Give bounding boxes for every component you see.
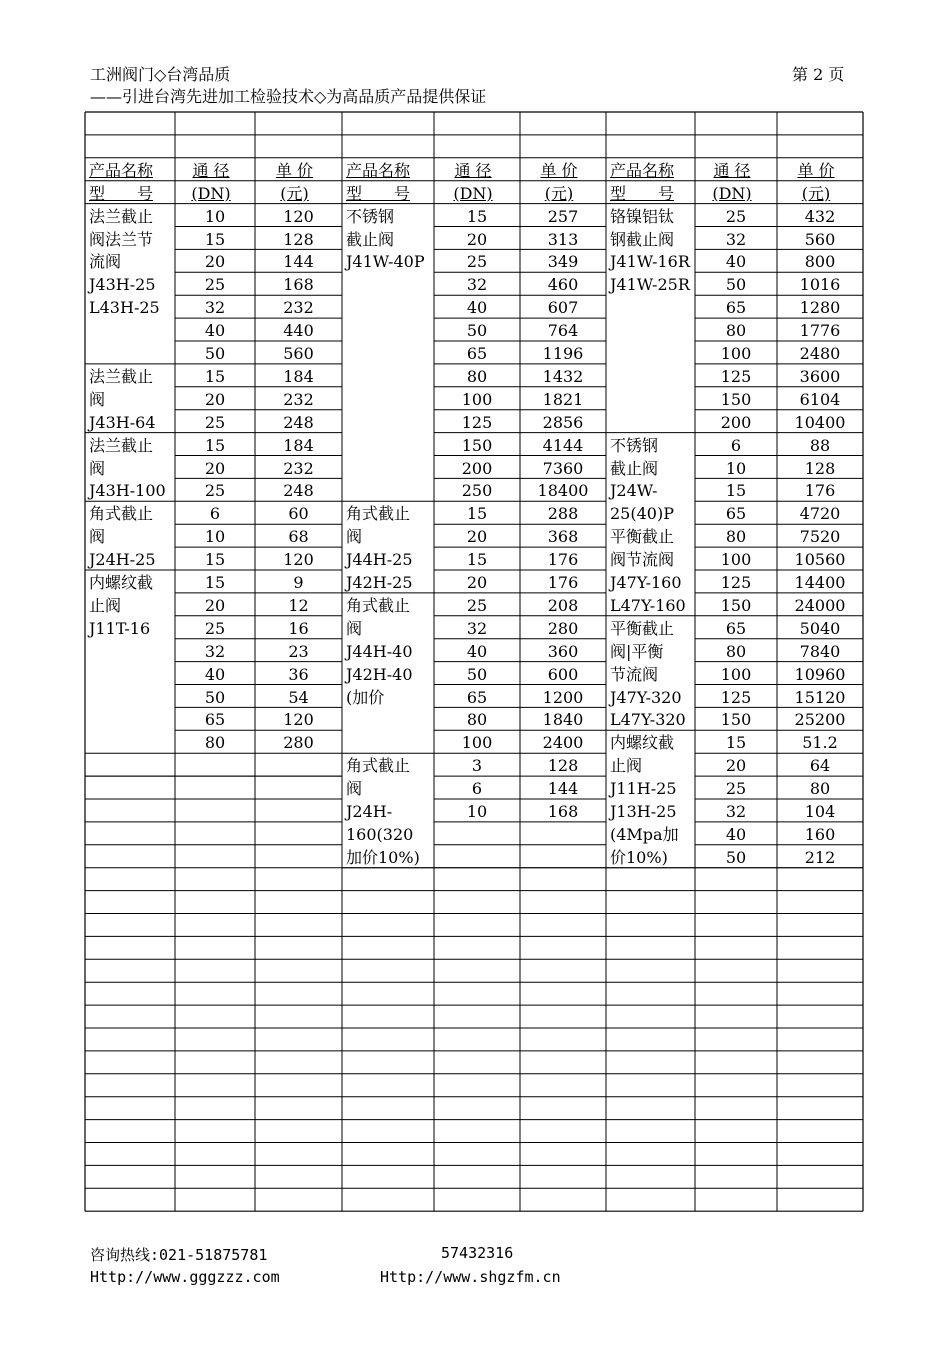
product-name-line: 平衡截止 bbox=[610, 527, 675, 547]
dn-value: 100 bbox=[461, 389, 493, 409]
product-name-line: J43H-25 bbox=[89, 275, 156, 295]
product-name-line: 25(40)P bbox=[610, 504, 674, 524]
product-name-line: J47Y-160 bbox=[610, 573, 682, 592]
price-value: 248 bbox=[283, 481, 314, 501]
dn-value: 125 bbox=[720, 573, 752, 592]
dn-value bbox=[434, 846, 520, 869]
page-number: 第 2 页 bbox=[792, 65, 845, 84]
dn-value: 65 bbox=[466, 687, 488, 707]
dn-value: 20 bbox=[204, 595, 226, 615]
product-name-line: 不锈钢 bbox=[346, 206, 395, 226]
price-value: 184 bbox=[283, 366, 314, 386]
product-name-line: 法兰截止 bbox=[89, 435, 154, 455]
dn-value: 50 bbox=[204, 344, 226, 363]
product-name-line: J41W-40P bbox=[346, 252, 425, 272]
dn-value: 15 bbox=[725, 733, 747, 753]
price-value: 15120 bbox=[794, 687, 846, 707]
column-header: 单 价 bbox=[540, 160, 578, 180]
price-value: 10400 bbox=[794, 412, 846, 432]
column-header-unit: 型 号 bbox=[610, 183, 675, 203]
product-name-line: 钢截止阀 bbox=[610, 229, 675, 249]
price-value: 18400 bbox=[537, 481, 589, 501]
product-name-line: J13H-25 bbox=[610, 802, 677, 821]
price-value: 248 bbox=[283, 412, 314, 432]
price-value: 120 bbox=[283, 550, 314, 570]
dn-value: 15 bbox=[466, 504, 488, 524]
dn-value: 150 bbox=[461, 435, 493, 455]
product-name-line: 阀 bbox=[89, 458, 106, 478]
dn-value: 32 bbox=[466, 275, 488, 295]
dn-value: 25 bbox=[466, 252, 488, 272]
price-value: 7520 bbox=[799, 527, 841, 547]
dn-value: 65 bbox=[725, 298, 747, 318]
price-value: 560 bbox=[283, 344, 314, 363]
price-value: 368 bbox=[547, 527, 579, 547]
dn-value: 32 bbox=[725, 229, 747, 249]
dn-value: 100 bbox=[720, 344, 752, 363]
price-value: 144 bbox=[547, 779, 579, 799]
product-name-line: 阀 bbox=[89, 389, 106, 409]
product-name-line: 铬镍铝钛 bbox=[610, 206, 675, 226]
price-value: 176 bbox=[547, 550, 579, 570]
product-name-line: 法兰截止 bbox=[89, 206, 154, 226]
price-value: 10560 bbox=[794, 550, 846, 570]
dn-value: 50 bbox=[204, 687, 226, 707]
price-value: 313 bbox=[547, 229, 579, 249]
dn-value: 65 bbox=[725, 618, 747, 638]
price-value: 60 bbox=[288, 504, 309, 524]
product-name-line: J44H-25 bbox=[346, 550, 413, 570]
price-value: 104 bbox=[804, 802, 836, 821]
product-name-line: 角式截止 bbox=[346, 504, 411, 524]
price-value: 176 bbox=[547, 573, 579, 592]
product-name-line: 节流阀 bbox=[610, 664, 659, 684]
product-name-line: 加价10%) bbox=[346, 847, 420, 867]
dn-value: 80 bbox=[725, 527, 747, 547]
product-name-line: (4Mpa加 bbox=[610, 824, 679, 844]
price-value: 7360 bbox=[542, 458, 584, 478]
price-value: 280 bbox=[283, 733, 314, 753]
price-value: 288 bbox=[547, 504, 579, 524]
price-value: 432 bbox=[804, 206, 836, 226]
column-header: 通 径 bbox=[454, 160, 492, 180]
column-header-unit: (DN) bbox=[453, 183, 493, 203]
dn-value: 40 bbox=[466, 641, 488, 661]
price-value: 232 bbox=[283, 458, 314, 478]
price-value: 800 bbox=[804, 252, 836, 272]
product-name-line: 阀|平衡 bbox=[610, 641, 664, 661]
column-header: 产品名称 bbox=[346, 160, 411, 180]
product-name-line: (加价 bbox=[346, 687, 385, 707]
dn-value: 125 bbox=[720, 687, 752, 707]
price-value: 120 bbox=[283, 206, 314, 226]
price-value: 2480 bbox=[799, 344, 841, 363]
product-name-line: J42H-40 bbox=[346, 664, 413, 684]
price-value: 51.2 bbox=[802, 733, 838, 753]
dn-value: 100 bbox=[720, 550, 752, 570]
dn-value: 50 bbox=[725, 275, 747, 295]
product-name-line: J44H-40 bbox=[346, 641, 413, 661]
column-header-unit: (DN) bbox=[712, 183, 752, 203]
price-value: 9 bbox=[293, 573, 304, 592]
price-value: 64 bbox=[809, 756, 831, 776]
price-value: 25200 bbox=[794, 710, 846, 730]
dn-value: 20 bbox=[204, 458, 226, 478]
dn-value: 10 bbox=[204, 206, 226, 226]
column-header-unit: (DN) bbox=[191, 183, 231, 203]
dn-value: 15 bbox=[204, 366, 226, 386]
product-name-line: J41W-25R bbox=[610, 275, 690, 295]
price-value: 360 bbox=[547, 641, 579, 661]
price-value: 54 bbox=[288, 687, 309, 707]
dn-value: 32 bbox=[725, 802, 747, 821]
dn-value: 10 bbox=[725, 458, 747, 478]
price-value: 23 bbox=[288, 641, 309, 661]
dn-value: 40 bbox=[204, 664, 226, 684]
dn-value: 20 bbox=[725, 756, 747, 776]
product-name-line: 法兰截止 bbox=[89, 366, 154, 386]
product-name-line: 截止阀 bbox=[610, 458, 659, 478]
product-name-line: J43H-64 bbox=[89, 412, 156, 432]
price-value: 36 bbox=[288, 664, 309, 684]
dn-value: 40 bbox=[466, 298, 488, 318]
dn-value: 20 bbox=[466, 527, 488, 547]
price-value: 460 bbox=[547, 275, 579, 295]
product-name-line: 阀 bbox=[346, 779, 363, 799]
dn-value: 25 bbox=[204, 275, 226, 295]
price-value: 764 bbox=[547, 321, 579, 341]
dn-value: 50 bbox=[466, 321, 488, 341]
product-name-line: 价10%) bbox=[610, 847, 668, 867]
dn-value: 80 bbox=[466, 366, 488, 386]
dn-value: 15 bbox=[204, 573, 226, 592]
dn-value: 80 bbox=[466, 710, 488, 730]
dn-value: 80 bbox=[204, 733, 226, 753]
price-value: 10960 bbox=[794, 664, 846, 684]
price-value: 68 bbox=[288, 527, 309, 547]
dn-value: 15 bbox=[466, 206, 488, 226]
dn-value: 25 bbox=[725, 206, 747, 226]
price-value bbox=[520, 846, 606, 869]
price-value: 4720 bbox=[799, 504, 841, 524]
price-value: 440 bbox=[283, 321, 314, 341]
price-value: 257 bbox=[547, 206, 579, 226]
price-value: 7840 bbox=[799, 641, 841, 661]
product-name-line: 流阀 bbox=[89, 252, 122, 272]
dn-value: 6 bbox=[730, 435, 742, 455]
price-value: 160 bbox=[804, 824, 836, 844]
column-header: 通 径 bbox=[192, 160, 230, 180]
dn-value: 15 bbox=[725, 481, 747, 501]
product-name-line: 截止阀 bbox=[346, 229, 395, 249]
product-name-line: 阀 bbox=[346, 618, 363, 638]
dn-value: 20 bbox=[466, 229, 488, 249]
dn-value: 25 bbox=[725, 779, 747, 799]
price-value: 1821 bbox=[542, 389, 584, 409]
dn-value: 100 bbox=[720, 664, 752, 684]
product-name-line: 止阀 bbox=[610, 756, 643, 776]
product-name-line: L43H-25 bbox=[89, 298, 160, 318]
footer-url-2[interactable]: Http://www.shgzfm.cn bbox=[380, 1268, 561, 1286]
dn-value: 40 bbox=[725, 252, 747, 272]
dn-value: 25 bbox=[204, 618, 226, 638]
footer-hotline: 咨询热线:021-51875781 bbox=[90, 1246, 268, 1264]
price-value: 2856 bbox=[542, 412, 584, 432]
dn-value bbox=[434, 823, 520, 846]
product-name-line: 内螺纹截 bbox=[89, 573, 154, 592]
dn-value: 10 bbox=[466, 802, 488, 821]
product-name-line: 角式截止 bbox=[346, 756, 411, 776]
dn-value: 80 bbox=[725, 321, 747, 341]
product-name-line: 内螺纹截 bbox=[610, 733, 675, 753]
column-header-unit: 型 号 bbox=[89, 183, 154, 203]
product-name-line: 不锈钢 bbox=[610, 435, 659, 455]
price-value: 128 bbox=[804, 458, 836, 478]
price-value: 280 bbox=[547, 618, 579, 638]
header-subtitle: ——引进台湾先进加工检验技术◇为高品质产品提供保证 bbox=[90, 87, 487, 106]
dn-value: 40 bbox=[204, 321, 226, 341]
column-header: 产品名称 bbox=[89, 160, 154, 180]
price-value: 168 bbox=[547, 802, 579, 821]
dn-value: 32 bbox=[466, 618, 488, 638]
price-value: 184 bbox=[283, 435, 314, 455]
product-name-line: 角式截止 bbox=[346, 595, 411, 615]
column-header-unit: 型 号 bbox=[346, 183, 411, 203]
product-name-line: 角式截止 bbox=[89, 504, 154, 524]
price-value: 208 bbox=[547, 595, 579, 615]
product-name-line: J24H-25 bbox=[89, 550, 156, 570]
product-name-line: 160(320 bbox=[346, 824, 414, 844]
product-name-line: J11T-16 bbox=[89, 618, 151, 638]
column-header: 单 价 bbox=[275, 160, 314, 180]
price-value: 24000 bbox=[794, 595, 846, 615]
column-header-unit: (元) bbox=[280, 183, 309, 203]
dn-value: 100 bbox=[461, 733, 493, 753]
price-value: 80 bbox=[809, 779, 831, 799]
dn-value: 20 bbox=[204, 252, 226, 272]
dn-value: 15 bbox=[466, 550, 488, 570]
header-title: 工洲阀门◇台湾品质 bbox=[90, 65, 231, 84]
dn-value: 3 bbox=[471, 756, 483, 776]
dn-value: 200 bbox=[461, 458, 493, 478]
price-value: 128 bbox=[283, 229, 314, 249]
price-value: 6104 bbox=[799, 389, 841, 409]
dn-value: 25 bbox=[466, 595, 488, 615]
price-value: 1840 bbox=[542, 710, 584, 730]
product-name-line: 阀 bbox=[89, 527, 106, 547]
product-name-line: L47Y-320 bbox=[610, 710, 686, 730]
dn-value: 65 bbox=[466, 344, 488, 363]
product-name-line: J43H-100 bbox=[89, 481, 166, 501]
price-value: 128 bbox=[547, 756, 579, 776]
price-value bbox=[520, 823, 606, 846]
price-value: 1200 bbox=[542, 687, 584, 707]
dn-value: 150 bbox=[720, 389, 752, 409]
column-header: 通 径 bbox=[713, 160, 751, 180]
dn-value: 40 bbox=[725, 824, 747, 844]
price-value: 1432 bbox=[542, 366, 584, 386]
dn-value: 32 bbox=[204, 298, 226, 318]
column-header: 单 价 bbox=[797, 160, 835, 180]
dn-value: 25 bbox=[204, 481, 226, 501]
price-value: 168 bbox=[283, 275, 314, 295]
dn-value: 125 bbox=[461, 412, 493, 432]
price-value: 560 bbox=[804, 229, 836, 249]
price-value: 16 bbox=[288, 618, 309, 638]
price-value: 1196 bbox=[542, 344, 584, 363]
dn-value: 65 bbox=[204, 710, 226, 730]
dn-value: 6 bbox=[209, 504, 221, 524]
price-value: 14400 bbox=[794, 573, 846, 592]
dn-value: 10 bbox=[204, 527, 226, 547]
column-header: 产品名称 bbox=[610, 160, 675, 180]
dn-value: 80 bbox=[725, 641, 747, 661]
price-value: 88 bbox=[809, 435, 831, 455]
dn-value: 200 bbox=[720, 412, 752, 432]
product-name-line: 阀法兰节 bbox=[89, 229, 154, 249]
product-name-line: J41W-16R bbox=[610, 252, 690, 272]
product-name-line: L47Y-160 bbox=[610, 595, 686, 615]
price-value: 1776 bbox=[799, 321, 841, 341]
dn-value: 15 bbox=[204, 229, 226, 249]
price-value: 12 bbox=[288, 595, 309, 615]
price-value: 349 bbox=[547, 252, 579, 272]
price-value: 120 bbox=[283, 710, 314, 730]
product-name-line: J24H- bbox=[346, 802, 393, 821]
price-value: 4144 bbox=[542, 435, 584, 455]
price-value: 3600 bbox=[799, 366, 841, 386]
product-name-line: 平衡截止 bbox=[610, 618, 675, 638]
price-value: 232 bbox=[283, 389, 314, 409]
price-value: 176 bbox=[804, 481, 836, 501]
dn-value: 6 bbox=[471, 779, 483, 799]
price-value: 2400 bbox=[542, 733, 584, 753]
dn-value: 250 bbox=[461, 481, 493, 501]
product-name-line: J42H-25 bbox=[346, 573, 413, 592]
dn-value: 32 bbox=[204, 641, 226, 661]
product-name-line: J47Y-320 bbox=[610, 687, 682, 707]
price-value: 600 bbox=[547, 664, 579, 684]
product-name-line: 阀 bbox=[346, 527, 363, 547]
column-header-unit: (元) bbox=[801, 183, 831, 203]
dn-value: 50 bbox=[466, 664, 488, 684]
dn-value: 125 bbox=[720, 366, 752, 386]
price-value: 232 bbox=[283, 298, 314, 318]
column-header-unit: (元) bbox=[544, 183, 574, 203]
price-value: 607 bbox=[547, 298, 579, 318]
price-value: 1016 bbox=[799, 275, 841, 295]
product-name-line: J11H-25 bbox=[610, 779, 677, 799]
dn-value: 150 bbox=[720, 595, 752, 615]
dn-value: 65 bbox=[725, 504, 747, 524]
dn-value: 15 bbox=[204, 435, 226, 455]
product-name-line: J24W- bbox=[610, 481, 658, 501]
dn-value: 20 bbox=[466, 573, 488, 592]
price-value: 1280 bbox=[799, 298, 841, 318]
dn-value: 150 bbox=[720, 710, 752, 730]
product-name-line: 止阀 bbox=[89, 595, 122, 615]
price-value: 212 bbox=[804, 847, 836, 867]
product-name-line: 阀节流阀 bbox=[610, 550, 675, 570]
price-value: 5040 bbox=[799, 618, 841, 638]
dn-value: 20 bbox=[204, 389, 226, 409]
dn-value: 15 bbox=[204, 550, 226, 570]
dn-value: 50 bbox=[725, 847, 747, 867]
dn-value: 25 bbox=[204, 412, 226, 432]
footer-phone: 57432316 bbox=[441, 1244, 514, 1262]
price-value: 144 bbox=[283, 252, 314, 272]
footer-url-1[interactable]: Http://www.gggzzz.com bbox=[90, 1268, 280, 1286]
